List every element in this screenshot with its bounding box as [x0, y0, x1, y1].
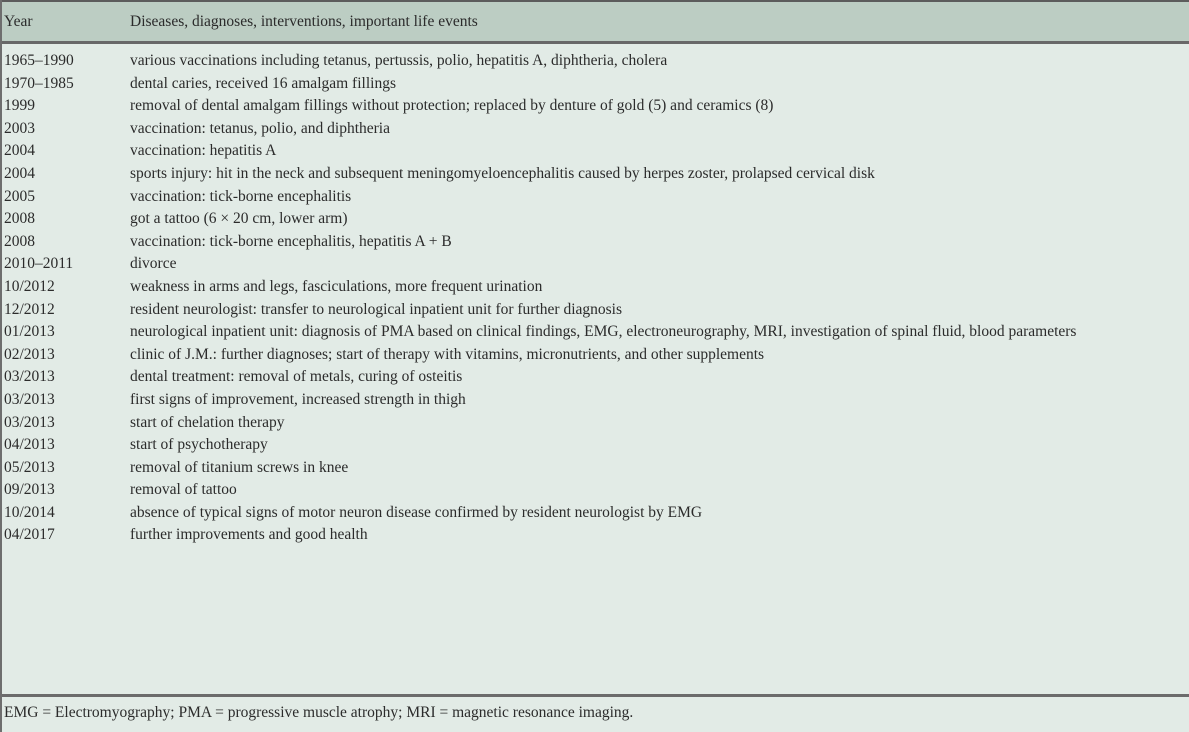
cell-year: 03/2013: [4, 368, 55, 386]
cell-year: 1970–1985: [4, 74, 74, 92]
cell-year: 2008: [4, 232, 35, 250]
cell-year: 2010–2011: [4, 255, 74, 273]
cell-description: removal of dental amalgam fillings without protection; replaced by denture of gold (5) and ceramics (8): [130, 97, 774, 115]
cell-description: sports injury: hit in the neck and subsequent meningomyeloencephalitis caused by herpes zoster, prolapsed cervical disk: [130, 164, 875, 182]
cell-description: removal of tattoo: [130, 481, 237, 499]
table-row: [2, 276, 1189, 299]
table-row: [2, 502, 1189, 525]
cell-year: 04/2013: [4, 436, 55, 454]
table-row: [2, 163, 1189, 186]
table-row: [2, 524, 1189, 547]
header-description: Diseases, diagnoses, interventions, important life events: [130, 12, 478, 30]
cell-description: further improvements and good health: [130, 526, 368, 544]
cell-description: vaccination: hepatitis A: [130, 142, 277, 160]
cell-description: first signs of improvement, increased strength in thigh: [130, 390, 466, 408]
table-footnote: EMG = Electromyography; PMA = progressive muscle atrophy; MRI = magnetic resonance imaging.: [4, 704, 634, 721]
table-row: [2, 118, 1189, 141]
table-row: [2, 50, 1189, 73]
table-row: [2, 434, 1189, 457]
cell-description: start of psychotherapy: [130, 436, 268, 454]
cell-description: dental treatment: removal of metals, curing of osteitis: [130, 368, 463, 386]
table-row: [2, 231, 1189, 254]
cell-description: clinic of J.M.: further diagnoses; start of therapy with vitamins, micronutrients, and other supplements: [130, 345, 765, 363]
cell-year: 2008: [4, 210, 35, 228]
table-row: [2, 389, 1189, 412]
cell-year: 10/2014: [4, 503, 55, 521]
cell-description: various vaccinations including tetanus, pertussis, polio, hepatitis A, diphtheria, cholera: [130, 52, 668, 69]
cell-description: resident neurologist: transfer to neurological inpatient unit for further diagnosis: [130, 300, 622, 318]
cell-year: 03/2013: [4, 413, 55, 431]
cell-description: absence of typical signs of motor neuron disease confirmed by resident neurologist by EMG: [130, 503, 703, 521]
cell-description: dental caries, received 16 amalgam fillings: [130, 74, 396, 92]
cell-year: 02/2013: [4, 345, 55, 363]
cell-description: vaccination: tick-borne encephalitis, hepatitis A + B: [130, 232, 452, 250]
table-row: [2, 95, 1189, 118]
cell-description: divorce: [130, 255, 177, 273]
cell-year: 10/2012: [4, 277, 55, 295]
cell-year: 03/2013: [4, 390, 55, 408]
cell-year: 04/2017: [4, 526, 55, 544]
table-row: [2, 321, 1189, 344]
table-row: [2, 366, 1189, 389]
cell-description: neurological inpatient unit: diagnosis of PMA based on clinical findings, EMG, electroneurography, MRI, investigation of spinal fluid, blood parameters: [130, 323, 1077, 341]
table-row: [2, 186, 1189, 209]
cell-year: 2004: [4, 142, 35, 160]
cell-year: 1999: [4, 97, 35, 115]
table-row: [2, 457, 1189, 480]
table-row: [2, 412, 1189, 435]
table-row: [2, 73, 1189, 96]
cell-description: removal of titanium screws in knee: [130, 458, 349, 476]
table-header-row: [2, 2, 1189, 44]
table-row: [2, 299, 1189, 322]
cell-year: 2004: [4, 164, 35, 182]
footer-rule: [2, 694, 1189, 697]
header-year: Year: [4, 12, 33, 30]
cell-year: 09/2013: [4, 481, 55, 499]
table-row: [2, 140, 1189, 163]
cell-year: 2005: [4, 187, 35, 205]
table-row: [2, 208, 1189, 231]
cell-description: start of chelation therapy: [130, 413, 285, 431]
cell-year: 05/2013: [4, 458, 55, 476]
cell-year: 01/2013: [4, 323, 55, 341]
cell-description: vaccination: tetanus, polio, and diphtheria: [130, 119, 390, 137]
cell-description: weakness in arms and legs, fasciculations, more frequent urination: [130, 277, 543, 295]
table-row: [2, 479, 1189, 502]
cell-description: got a tattoo (6 × 20 cm, lower arm): [130, 210, 348, 228]
cell-description: vaccination: tick-borne encephalitis: [130, 187, 352, 205]
cell-year: 12/2012: [4, 300, 55, 318]
cell-year: 1965–1990: [4, 52, 74, 69]
table-body: [2, 44, 1189, 547]
table-row: [2, 344, 1189, 367]
table-row: [2, 253, 1189, 276]
cell-year: 2003: [4, 119, 35, 137]
